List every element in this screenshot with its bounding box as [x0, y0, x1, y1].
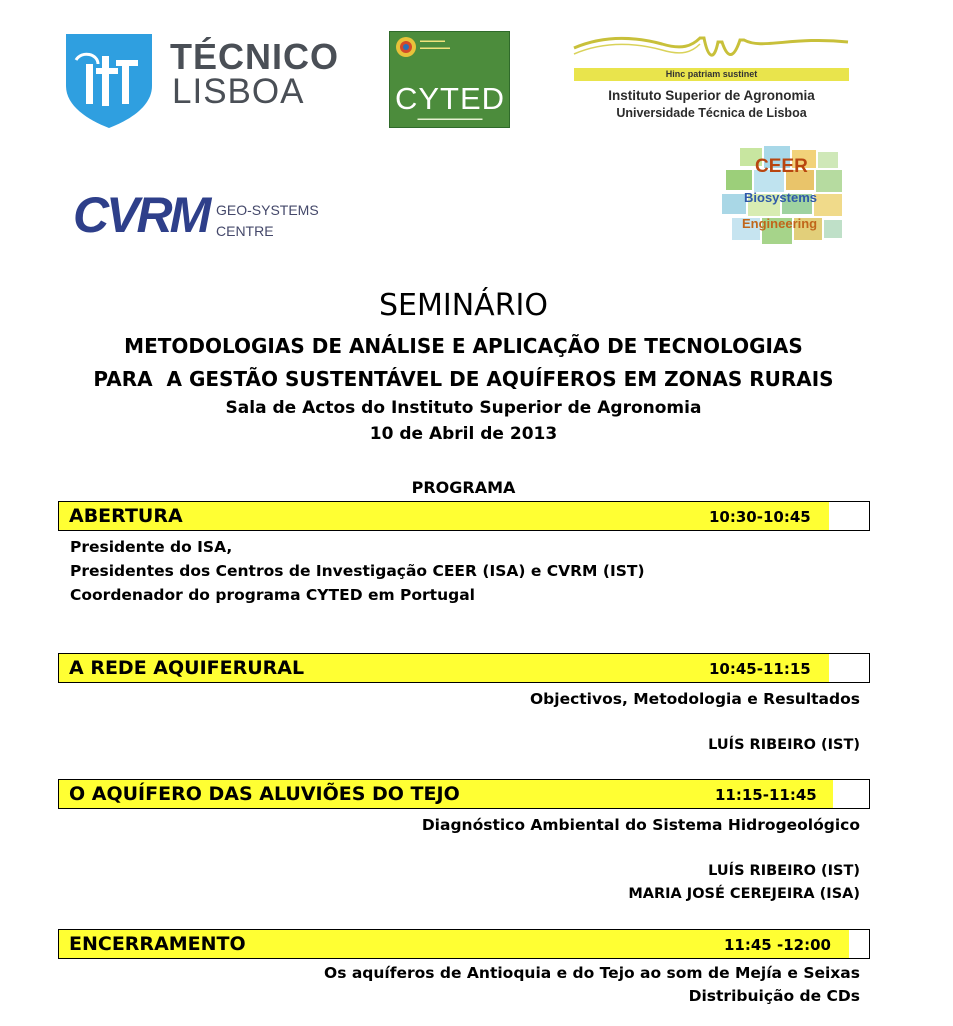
- subtitle-line2: PARA A GESTÃO SUSTENTÁVEL DE AQUÍFEROS EM ZONAS RURAIS: [93, 367, 834, 391]
- section-header-abertura: [58, 501, 870, 531]
- cyted-small-text: ▬▬▬▬▬ ▬▬▬▬▬▬: [420, 38, 450, 51]
- section-time: 11:45 -12:00: [724, 936, 831, 954]
- section-title: A REDE AQUIFERURAL: [69, 657, 305, 679]
- cyted-emblem-icon: [395, 36, 417, 58]
- isa-logo-wave-icon: [572, 28, 850, 70]
- section-time: 10:45-11:15: [709, 660, 811, 678]
- cvrm-logo-word: CVRM: [73, 187, 209, 243]
- isa-motto: Hinc patriam sustinet: [574, 68, 849, 81]
- section-title: O AQUÍFERO DAS ALUVIÕES DO TEJO: [69, 783, 460, 805]
- section-topic: Diagnóstico Ambiental do Sistema Hidrogeológico: [421, 816, 860, 834]
- isa-name-line1: Instituto Superior de Agronomia: [608, 88, 815, 103]
- ist-logo-line1: TÉCNICO: [170, 36, 339, 77]
- section-title: ENCERRAMENTO: [69, 933, 246, 955]
- ceer-logo-line1: CEER: [755, 156, 808, 177]
- section-header-rede-aquiferural: [58, 653, 870, 683]
- program-label: PROGRAMA: [411, 478, 516, 497]
- section-header-aluvioes-tejo: [58, 779, 870, 809]
- section-time: 10:30-10:45: [709, 508, 811, 526]
- event-date: 10 de Abril de 2013: [369, 424, 558, 444]
- isa-name-line2: Universidade Técnica de Lisboa: [616, 106, 807, 120]
- section-line: Os aquíferos de Antioquia e do Tejo ao som de Mejía e Seixas: [324, 964, 860, 982]
- cyted-tagline: ▬▬▬▬▬▬▬▬▬▬▬▬▬: [417, 116, 483, 122]
- venue: Sala de Actos do Instituto Superior de Agronomia: [225, 398, 702, 418]
- section-line: Distribuição de CDs: [688, 987, 860, 1005]
- speaker: LUÍS RIBEIRO (IST): [708, 737, 860, 753]
- speaker: MARIA JOSÉ CEREJEIRA (ISA): [628, 886, 860, 902]
- section-line: Presidentes dos Centros de Investigação CEER (ISA) e CVRM (IST): [70, 562, 645, 580]
- section-line: Coordenador do programa CYTED em Portugal: [70, 586, 475, 604]
- ceer-logo-line3: Engineering: [742, 216, 818, 231]
- section-header-encerramento: [58, 929, 870, 959]
- speaker: LUÍS RIBEIRO (IST): [708, 863, 860, 879]
- ist-logo-line2: LISBOA: [172, 72, 305, 111]
- page-title: SEMINÁRIO: [379, 288, 548, 323]
- subtitle-line1: METODOLOGIAS DE ANÁLISE E APLICAÇÃO DE TECNOLOGIAS: [124, 334, 803, 358]
- section-title: ABERTURA: [69, 505, 183, 527]
- ceer-logo-line2: Biosystems: [744, 190, 817, 205]
- ist-shield-logo: [66, 34, 152, 128]
- section-time: 11:15-11:45: [715, 786, 817, 804]
- section-topic: Objectivos, Metodologia e Resultados: [529, 690, 860, 708]
- section-line: Presidente do ISA,: [70, 538, 233, 556]
- cyted-logo-word: CYTED: [394, 81, 506, 116]
- cvrm-logo-line1: GEO-SYSTEMS: [216, 202, 319, 218]
- cvrm-logo-line2: CENTRE: [216, 223, 274, 239]
